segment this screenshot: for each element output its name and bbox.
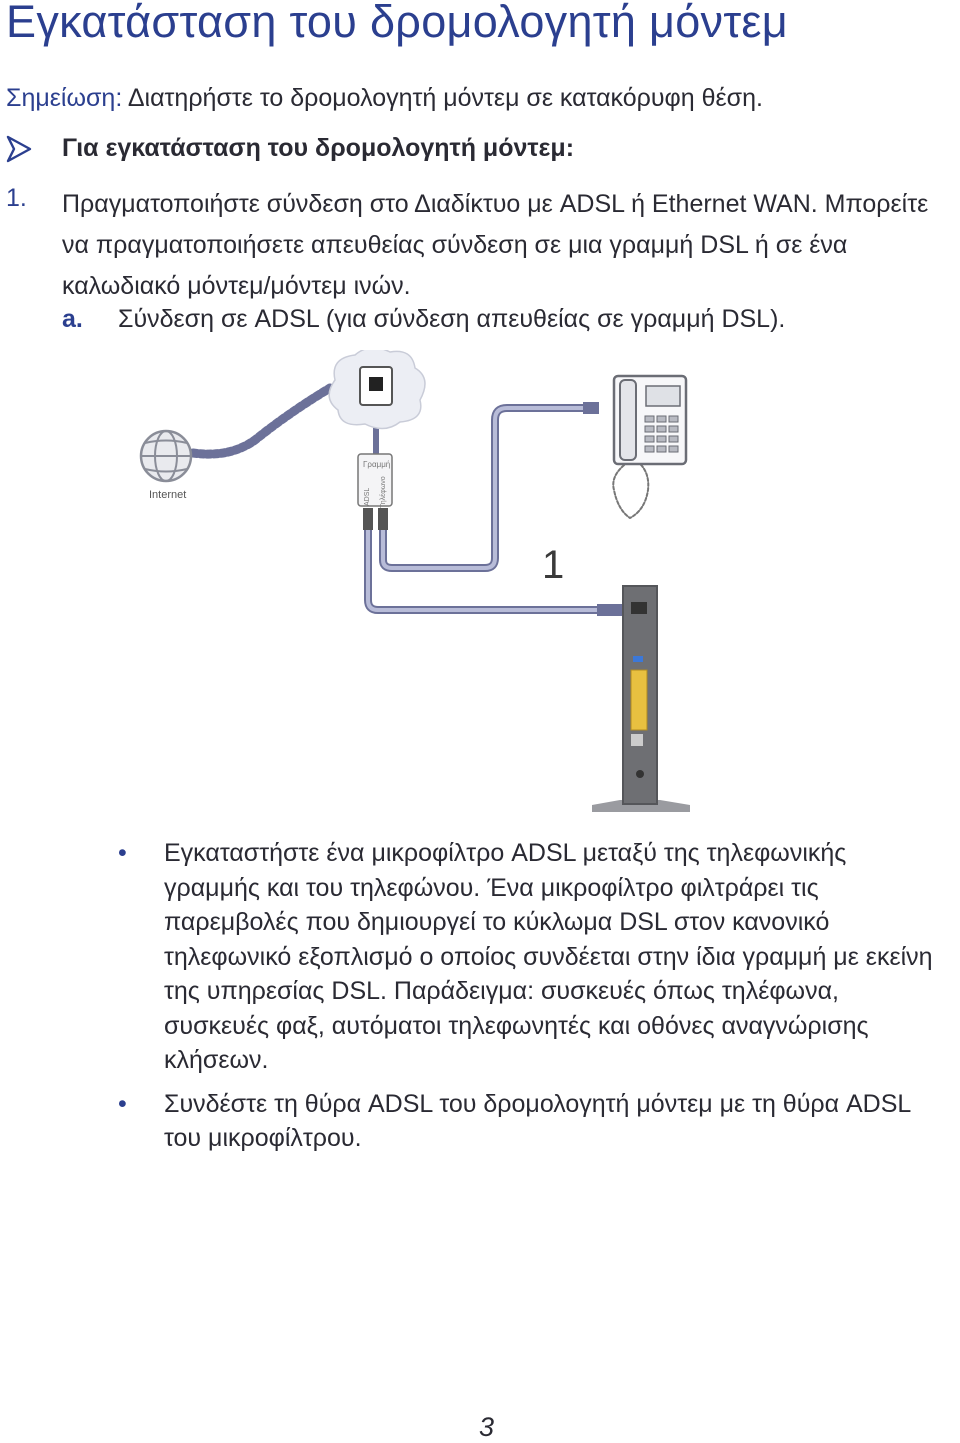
step-number: 1. [6,184,27,212]
router-icon [592,586,690,812]
cables [193,388,648,610]
note-text: Διατηρήστε το δρομολογητή μόντεμ σε κατακόρυφη θέση. [122,84,763,112]
bullet-dot: • [118,1089,127,1118]
arrow-bullet-icon [6,134,32,164]
router-plug [597,604,623,616]
wall-jack-icon [329,350,425,429]
phone-coil-cord [613,462,648,518]
substep-letter: a. [62,305,83,333]
bullet-text: Συνδέστε τη θύρα ADSL του δρομολογητή μόντεμ με τη θύρα ADSL του μικροφίλτρου. [164,1089,911,1152]
procedure-heading: Για εγκατάσταση του δρομολογητή μόντεμ: [62,134,575,162]
adsl-filter-icon [358,454,392,530]
substep-text: Σύνδεση σε ADSL (για σύνδεση απευθείας σε γραμμή DSL). [118,305,786,333]
adsl-connection-diagram [0,350,960,825]
note [6,84,763,113]
bullet-text: Εγκαταστήστε ένα μικροφίλτρο ADSL μεταξύ της τηλεφωνικής γραμμής και του τηλεφώνου. Ένα μικροφίλτρο φιλτράρει τις παρεμβολές που δημιουργεί το κύκλωμα DSL στον κανονικό τηλεφωνικό εξοπλισμό ο οποίος συνδέεται στην ίδια γραμμή με εκείνη της υπηρεσίας DSL. Παράδειγμα: συσκευές όπως τηλέφωνα, συσκευές φαξ, αυτόματοι τηλεφωνητές και οθόνες αναγνώρισης κλήσεων. [164,839,933,1074]
list-item [118,836,948,1078]
callout-number: 1 [542,543,565,587]
internet-label: Internet [149,489,187,501]
note-label: Σημείωση: [6,84,123,112]
list-item [118,1087,948,1156]
filter-phone-label: Τηλέφωνο [380,476,387,508]
filter-line-label: Γραμμή [363,460,391,469]
filter-adsl-label: ADSL [364,487,371,506]
page-number: 3 [478,1412,495,1442]
dsl-line-cable [193,388,330,454]
phone-plug [583,402,599,414]
telephone-icon [614,376,686,464]
step-text: Πραγματοποιήστε σύνδεση στο Διαδίκτυο με ADSL ή Ethernet WAN. Μπορείτε να πραγματοποιήσετε απευθείας σύνδεση σε μια γραμμή DSL ή σε ένα καλωδιακό μόντεμ/μόντεμ ινών. [62,190,929,300]
bullet-dot: • [118,839,127,867]
bullet-list [118,836,948,1165]
page-title: Εγκατάσταση του δρομολογητή μόντεμ [6,0,789,47]
globe-icon [141,431,191,481]
